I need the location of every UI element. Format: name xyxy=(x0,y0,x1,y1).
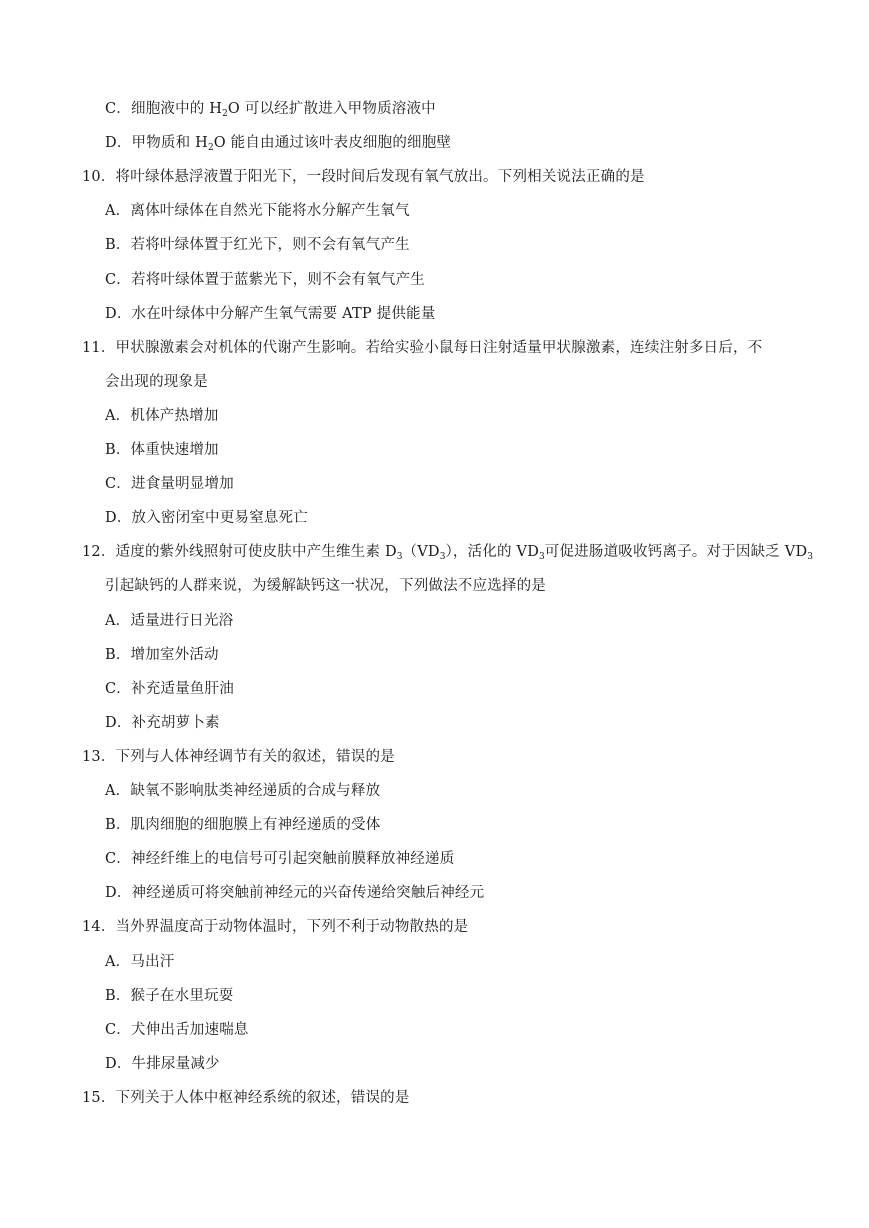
text-run: A．马出汗 xyxy=(105,953,175,970)
answer-option xyxy=(105,201,410,221)
text-run: D．牛排尿量减少 xyxy=(105,1055,220,1072)
question-stem xyxy=(82,747,395,767)
text-run: C．神经纤维上的电信号可引起突触前膜释放神经递质 xyxy=(105,851,455,868)
text-run: A．缺氧不影响肽类神经递质的合成与释放 xyxy=(105,783,381,799)
answer-option xyxy=(105,440,219,460)
answer-option xyxy=(105,1020,249,1040)
text-run: 13．下列与人体神经调节有关的叙述，错误的是 xyxy=(82,748,395,765)
question-stem-continuation xyxy=(105,576,546,596)
subscript: 3 xyxy=(807,552,814,563)
answer-option xyxy=(105,815,380,835)
answer-option xyxy=(105,304,435,324)
text-run: B．增加室外活动 xyxy=(105,646,219,663)
text-run: 引起缺钙的人群来说，为缓解缺钙这一状况，下列做法不应选择的是 xyxy=(105,578,546,595)
text-run: （VD xyxy=(402,544,440,561)
answer-option xyxy=(105,508,308,528)
text-run: 10．将叶绿体悬浮液置于阳光下，一段时间后发现有氧气放出。下列相关说法正确的是 xyxy=(82,169,645,186)
answer-option xyxy=(105,883,484,903)
text-run: 会出现的现象是 xyxy=(105,373,208,390)
question-stem xyxy=(82,167,645,187)
text-run: C．若将叶绿体置于蓝紫光下，则不会有氧气产生 xyxy=(105,271,425,288)
question-stem xyxy=(82,1088,410,1108)
answer-option xyxy=(105,133,451,158)
text-run: D．水在叶绿体中分解产生氧气需要 ATP 提供能量 xyxy=(105,305,436,322)
answer-option xyxy=(105,270,425,290)
text-run: A．机体产热增加 xyxy=(105,407,219,424)
answer-option xyxy=(105,99,436,124)
question-stem xyxy=(82,338,762,358)
text-run: 14．当外界温度高于动物体温时，下列不利于动物散热的是 xyxy=(82,919,469,936)
question-stem xyxy=(82,542,813,567)
text-run: B．若将叶绿体置于红光下，则不会有氧气产生 xyxy=(105,237,410,254)
text-run: 可促进肠道吸收钙离子。对于因缺乏 VD xyxy=(544,544,808,561)
answer-option xyxy=(105,986,233,1006)
text-run: C．补充适量鱼肝油 xyxy=(105,680,234,697)
answer-option xyxy=(105,611,233,631)
answer-option xyxy=(105,406,219,426)
text-run: C．犬伸出舌加速喘息 xyxy=(105,1021,249,1038)
text-run: B．体重快速增加 xyxy=(105,442,219,458)
text-run: 11．甲状腺激素会对机体的代谢产生影响。若给实验小鼠每日注射适量甲状腺激素，连续注射多日后，不 xyxy=(82,339,763,356)
answer-option xyxy=(105,645,219,665)
answer-option xyxy=(105,849,454,869)
answer-option xyxy=(105,781,380,801)
subscript: 3 xyxy=(539,552,545,563)
question-stem-continuation xyxy=(105,372,208,392)
text-run: C．进食量明显增加 xyxy=(105,476,234,493)
subscript: 2 xyxy=(207,143,214,154)
answer-option xyxy=(105,952,174,972)
text-run: 12．适度的紫外线照射可使皮肤中产生维生素 D xyxy=(82,544,397,561)
answer-option xyxy=(105,474,234,494)
text-run: B．肌肉细胞的细胞膜上有神经递质的受体 xyxy=(105,817,381,834)
text-run: 15．下列关于人体中枢神经系统的叙述，错误的是 xyxy=(82,1089,410,1106)
answer-option xyxy=(105,679,234,699)
text-run: A．适量进行日光浴 xyxy=(105,612,234,629)
text-run: C．细胞液中的 H xyxy=(105,101,223,117)
subscript: 3 xyxy=(396,552,403,563)
subscript: 2 xyxy=(222,109,228,119)
question-stem xyxy=(82,917,468,937)
text-run: D．甲物质和 H xyxy=(105,135,208,152)
answer-option xyxy=(105,235,410,255)
answer-option xyxy=(105,713,220,733)
text-run: A．离体叶绿体在自然光下能将水分解产生氧气 xyxy=(105,203,410,220)
text-run: D．放入密闭室中更易窒息死亡 xyxy=(105,510,308,527)
text-run: D．补充胡萝卜素 xyxy=(105,714,220,731)
answer-option xyxy=(105,1054,220,1074)
text-run: ），活化的 VD xyxy=(445,544,540,561)
text-run: O 可以经扩散进入甲物质溶液中 xyxy=(227,101,436,117)
text-run: B．猴子在水里玩耍 xyxy=(105,987,234,1004)
text-run: D．神经递质可将突触前神经元的兴奋传递给突触后神经元 xyxy=(105,885,485,902)
text-run: O 能自由通过该叶表皮细胞的细胞壁 xyxy=(213,135,452,152)
subscript: 3 xyxy=(439,552,446,563)
